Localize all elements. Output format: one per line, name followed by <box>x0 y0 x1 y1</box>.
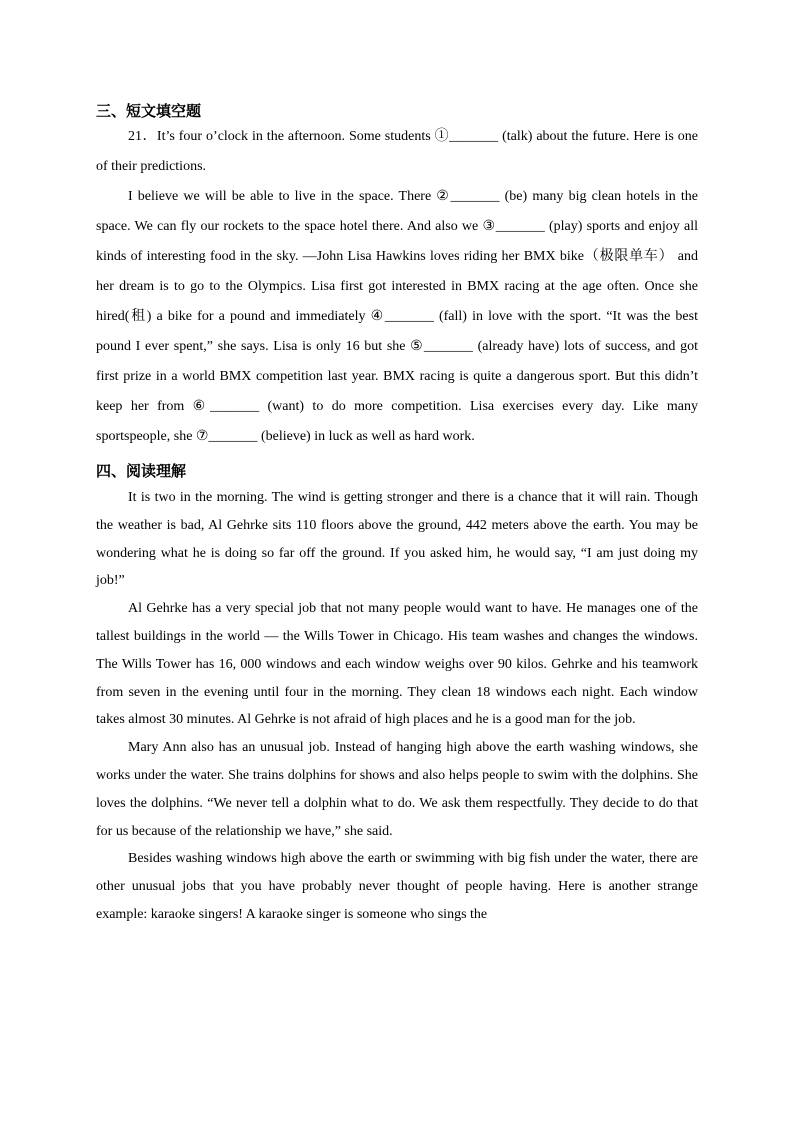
question-21-passage: I believe we will be able to live in the space. There ②_______ (be) many big clean hotels in the space. We can fly our rockets to the space hotel there. And also we ③_______ (play) sports and enjoy all kinds of interesting food in the sky. —John Lisa Hawkins loves riding her BMX bike（极限单车） and her dream is to go to the Olympics. Lisa first got interested in BMX racing at the age often. Once she hired(租) a bike for a pound and immediately ④_______ (fall) in love with the sport. “It was the best pound I ever spent,” she says. Lisa is only 16 but she ⑤_______ (already have) lots of success, and got first prize in a world BMX competition last year. BMX racing is quite a dangerous sport. But this didn’t keep her from ⑥_______ (want) to do more competition. Lisa exercises every day. Like many sportspeople, she ⑦_______ (believe) in luck as well as hard work. <box>96 189 698 444</box>
reading-paragraph-3: Mary Ann also has an unusual job. Instead of hanging high above the earth washing windows, she works under the water. She trains dolphins for shows and also helps people to swim with the dolphins. She loves the dolphins. “We never tell a dolphin what to do. We ask them respectfully. They decide to do that for us because of the relationship we have,” she said. <box>96 740 698 839</box>
reading-paragraph-2: Al Gehrke has a very special job that not many people would want to have. He manages one of the tallest buildings in the world — the Wills Tower in Chicago. His team washes and changes the windows. The Wills Tower has 16, 000 windows and each window weighs over 90 kilos. Gehrke and his teamwork from seven in the evening until four in the morning. They clean 18 windows each night. Each window takes almost 30 minutes. Al Gehrke is not afraid of high places and he is a good man for the job. <box>96 601 698 728</box>
section-heading-reading: 四、阅读理解 <box>96 462 187 480</box>
question-21-intro: 21．It’s four o’clock in the afternoon. Some students ①_______ (talk) about the future. Here is one of their predictions. <box>96 129 698 174</box>
document-page <box>96 100 698 929</box>
reading-paragraph-4: Besides washing windows high above the earth or swimming with big fish under the water, there are other unusual jobs that you have probably never thought of people having. Here is another strange example: karaoke singers! A karaoke singer is someone who sings the <box>96 851 698 922</box>
reading-paragraph-1: It is two in the morning. The wind is getting stronger and there is a chance that it will rain. Though the weather is bad, Al Gehrke sits 110 floors above the ground, 442 meters above the earth. You may be wondering what he is doing so far off the ground. If you asked him, he would say, “I am just doing my job!” <box>96 490 698 589</box>
section-heading-fill-in: 三、短文填空题 <box>96 102 202 120</box>
